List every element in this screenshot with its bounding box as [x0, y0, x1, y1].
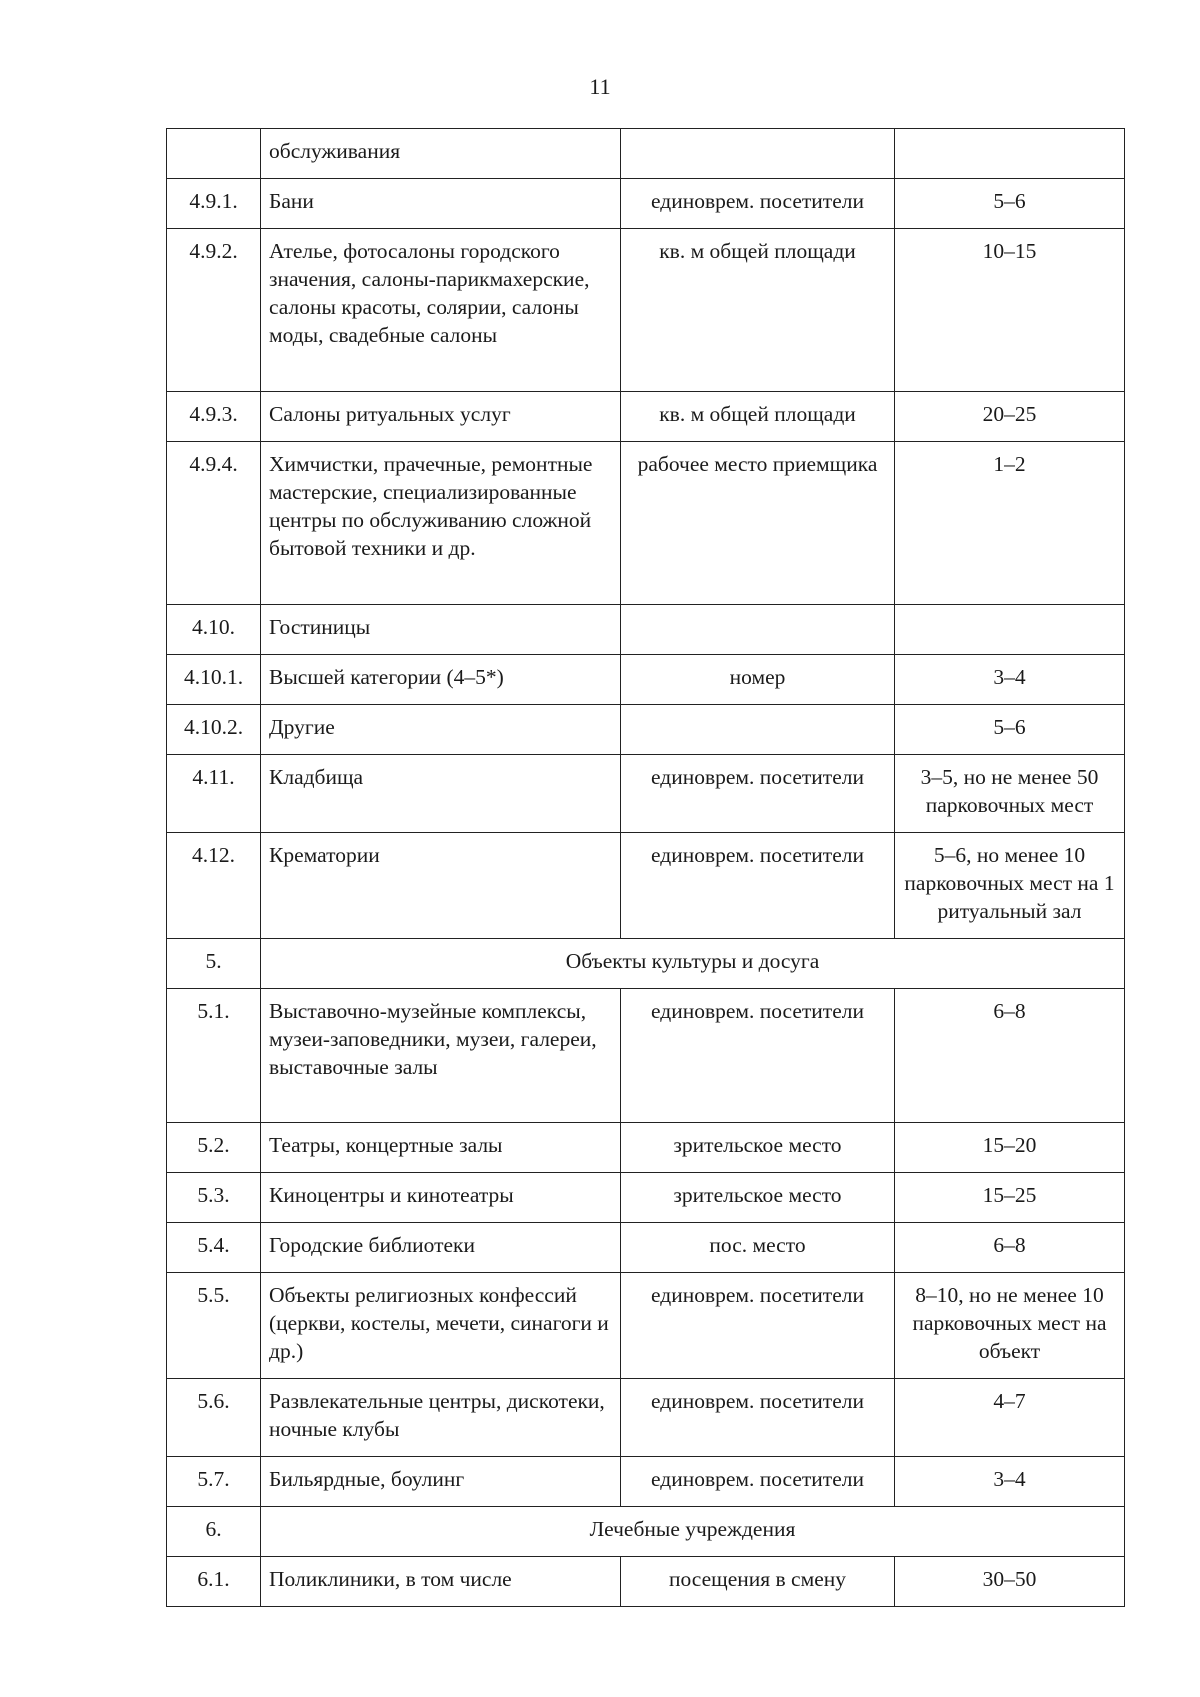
- value: 6–8: [895, 989, 1125, 1123]
- object-name: Гостиницы: [261, 605, 621, 655]
- table-row: [167, 1379, 1125, 1457]
- value: 3–4: [895, 1457, 1125, 1507]
- value: [895, 129, 1125, 179]
- value: 15–20: [895, 1123, 1125, 1173]
- object-name: Ателье, фотосалоны городского значения, салоны-парикмахерские, салоны красоты, солярии, салоны моды, свадебные салоны: [261, 229, 621, 392]
- table-row: [167, 1123, 1125, 1173]
- value: 8–10, но не менее 10 парковочных мест на объект: [895, 1273, 1125, 1379]
- unit: кв. м общей площади: [621, 392, 895, 442]
- object-name: Развлекательные центры, дискотеки, ночные клубы: [261, 1379, 621, 1457]
- object-name: Другие: [261, 705, 621, 755]
- object-name: Салоны ритуальных услуг: [261, 392, 621, 442]
- row-number: 4.11.: [167, 755, 261, 833]
- table-row: [167, 605, 1125, 655]
- unit: единоврем. посетители: [621, 833, 895, 939]
- section-title: Лечебные учреждения: [261, 1507, 1125, 1557]
- object-name: Поликлиники, в том числе: [261, 1557, 621, 1607]
- table-row: [167, 655, 1125, 705]
- section-number: 6.: [167, 1507, 261, 1557]
- section-row: [167, 1507, 1125, 1557]
- object-name: Объекты религиозных конфессий (церкви, костелы, мечети, синагоги и др.): [261, 1273, 621, 1379]
- row-number: 5.3.: [167, 1173, 261, 1223]
- value: 30–50: [895, 1557, 1125, 1607]
- table-row: [167, 179, 1125, 229]
- object-name: обслуживания: [261, 129, 621, 179]
- value: 20–25: [895, 392, 1125, 442]
- unit: зрительское место: [621, 1173, 895, 1223]
- value: 3–4: [895, 655, 1125, 705]
- unit: единоврем. посетители: [621, 179, 895, 229]
- unit: единоврем. посетители: [621, 1379, 895, 1457]
- unit: единоврем. посетители: [621, 1273, 895, 1379]
- value: 6–8: [895, 1223, 1125, 1273]
- object-name: Выставочно-музейные комплексы, музеи-заповедники, музеи, галереи, выставочные залы: [261, 989, 621, 1123]
- object-name: Крематории: [261, 833, 621, 939]
- table-row: [167, 989, 1125, 1123]
- value: 5–6: [895, 179, 1125, 229]
- row-number: 4.10.: [167, 605, 261, 655]
- object-name: Кладбища: [261, 755, 621, 833]
- unit: зрительское место: [621, 1123, 895, 1173]
- value: [895, 605, 1125, 655]
- row-number: [167, 129, 261, 179]
- unit: [621, 605, 895, 655]
- row-number: 5.5.: [167, 1273, 261, 1379]
- table-row: [167, 1223, 1125, 1273]
- table-row: [167, 1173, 1125, 1223]
- table-row: [167, 755, 1125, 833]
- unit: номер: [621, 655, 895, 705]
- section-number: 5.: [167, 939, 261, 989]
- value: 4–7: [895, 1379, 1125, 1457]
- table-body: [167, 129, 1125, 1607]
- row-number: 5.6.: [167, 1379, 261, 1457]
- object-name: Высшей категории (4–5*): [261, 655, 621, 705]
- unit: посещения в смену: [621, 1557, 895, 1607]
- table-row: [167, 1457, 1125, 1507]
- parking-norms-table: [166, 128, 1125, 1607]
- value: 5–6: [895, 705, 1125, 755]
- table-row: [167, 1273, 1125, 1379]
- object-name: Химчистки, прачечные, ремонтные мастерские, специализированные центры по обслуживанию сложной бытовой техники и др.: [261, 442, 621, 605]
- page-number: 11: [589, 74, 611, 99]
- row-number: 5.2.: [167, 1123, 261, 1173]
- value: 5–6, но менее 10 парковочных мест на 1 ритуальный зал: [895, 833, 1125, 939]
- row-number: 4.9.2.: [167, 229, 261, 392]
- table-row: [167, 129, 1125, 179]
- row-number: 5.4.: [167, 1223, 261, 1273]
- row-number: 5.1.: [167, 989, 261, 1123]
- row-number: 4.10.1.: [167, 655, 261, 705]
- section-row: [167, 939, 1125, 989]
- row-number: 4.9.3.: [167, 392, 261, 442]
- object-name: Городские библиотеки: [261, 1223, 621, 1273]
- value: 1–2: [895, 442, 1125, 605]
- object-name: Бильярдные, боулинг: [261, 1457, 621, 1507]
- table-row: [167, 705, 1125, 755]
- row-number: 5.7.: [167, 1457, 261, 1507]
- unit: пос. место: [621, 1223, 895, 1273]
- unit: [621, 705, 895, 755]
- table-row: [167, 833, 1125, 939]
- unit: единоврем. посетители: [621, 989, 895, 1123]
- row-number: 4.9.1.: [167, 179, 261, 229]
- row-number: 4.12.: [167, 833, 261, 939]
- unit: кв. м общей площади: [621, 229, 895, 392]
- row-number: 4.9.4.: [167, 442, 261, 605]
- table-row: [167, 229, 1125, 392]
- section-title: Объекты культуры и досуга: [261, 939, 1125, 989]
- value: 15–25: [895, 1173, 1125, 1223]
- value: 3–5, но не менее 50 парковочных мест: [895, 755, 1125, 833]
- table-row: [167, 1557, 1125, 1607]
- table-row: [167, 442, 1125, 605]
- unit: [621, 129, 895, 179]
- row-number: 6.1.: [167, 1557, 261, 1607]
- object-name: Театры, концертные залы: [261, 1123, 621, 1173]
- object-name: Киноцентры и кинотеатры: [261, 1173, 621, 1223]
- unit: рабочее место приемщика: [621, 442, 895, 605]
- unit: единоврем. посетители: [621, 1457, 895, 1507]
- value: 10–15: [895, 229, 1125, 392]
- row-number: 4.10.2.: [167, 705, 261, 755]
- table-row: [167, 392, 1125, 442]
- object-name: Бани: [261, 179, 621, 229]
- unit: единоврем. посетители: [621, 755, 895, 833]
